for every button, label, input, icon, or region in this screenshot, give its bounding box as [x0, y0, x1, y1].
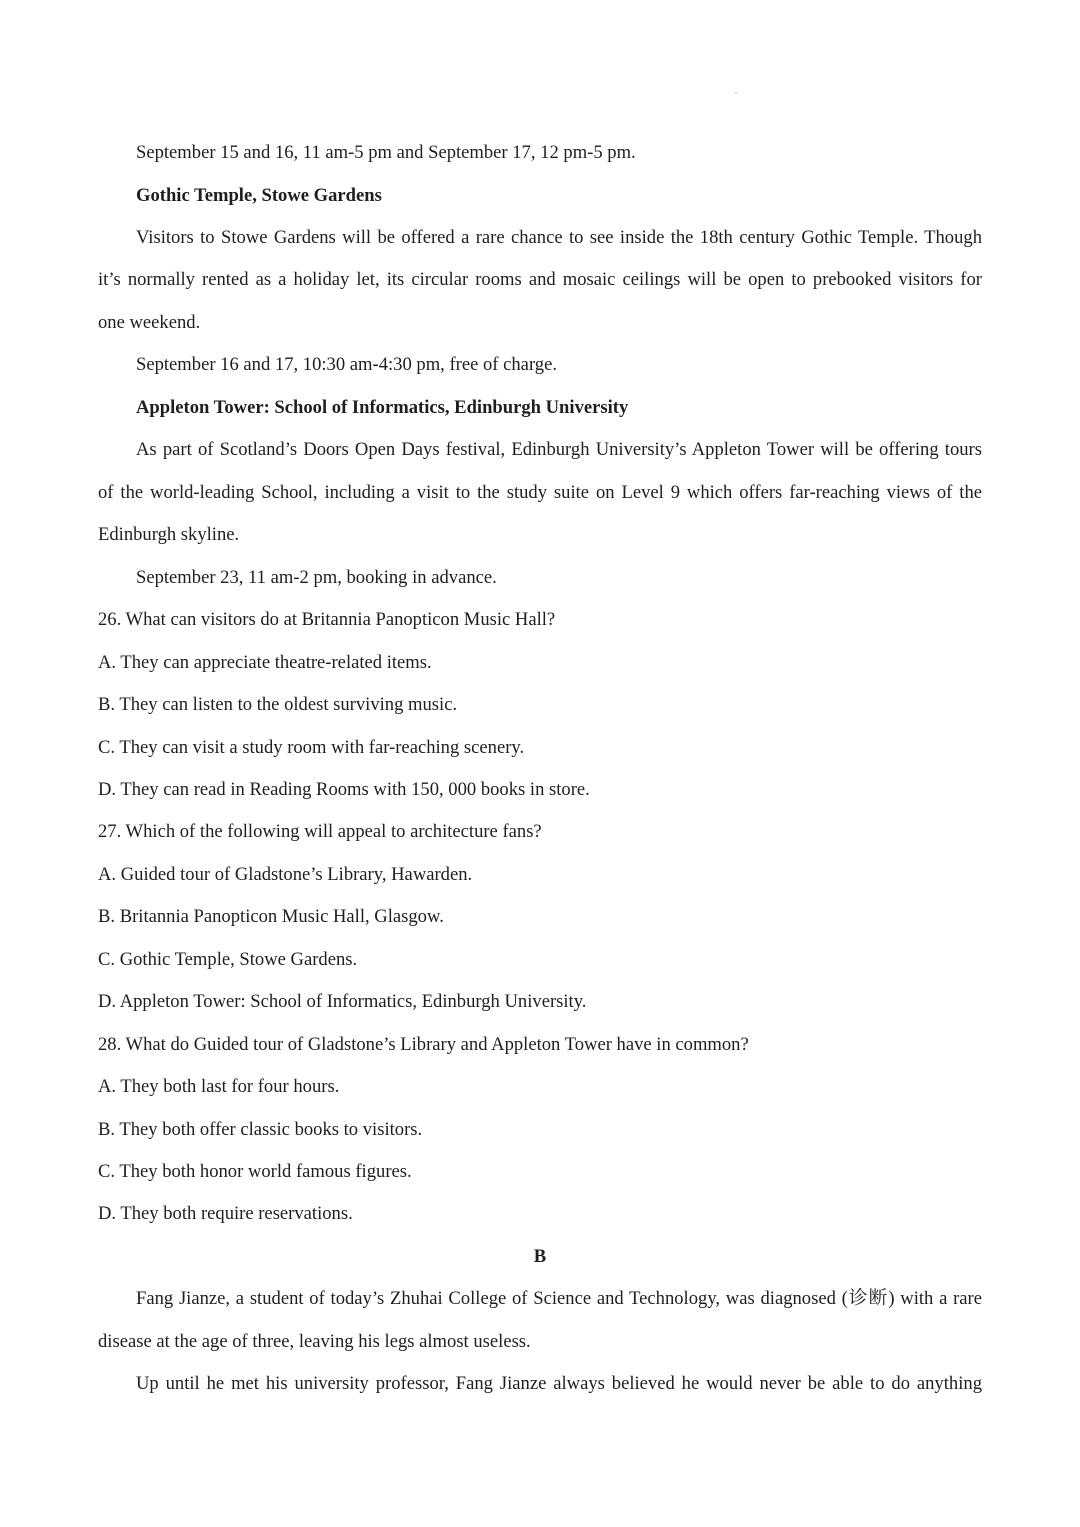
- option-line: B. They can listen to the oldest surviving music.: [98, 694, 458, 715]
- paragraph-line: of the world-leading School, including a visit to the study suite on Level 9 which offers far-reaching views of the: [98, 482, 982, 503]
- option-line: C. They both honor world famous figures.: [98, 1161, 412, 1182]
- question-28: 28. What do Guided tour of Gladstone’s Library and Appleton Tower have in common?: [98, 1034, 749, 1055]
- paragraph-line: Visitors to Stowe Gardens will be offered a rare chance to see inside the 18th century Gothic Temple. Though: [136, 227, 982, 248]
- question-26: 26. What can visitors do at Britannia Panopticon Music Hall?: [98, 609, 556, 630]
- section-heading: Appleton Tower: School of Informatics, Edinburgh University: [136, 397, 629, 418]
- option-line: D. They both require reservations.: [98, 1203, 353, 1224]
- schedule-line: September 15 and 16, 11 am-5 pm and September 17, 12 pm-5 pm.: [136, 142, 636, 163]
- option-line: D. They can read in Reading Rooms with 150, 000 books in store.: [98, 779, 590, 800]
- paragraph-line: As part of Scotland’s Doors Open Days festival, Edinburgh University’s Appleton Tower will be offering tours: [136, 439, 982, 460]
- option-line: B. Britannia Panopticon Music Hall, Glasgow.: [98, 906, 444, 927]
- passage-b-heading: B: [533, 1246, 547, 1267]
- paragraph-line: Up until he met his university professor, Fang Jianze always believed he would never be able to do anything: [136, 1373, 982, 1394]
- option-line: C. Gothic Temple, Stowe Gardens.: [98, 949, 358, 970]
- option-line: A. They can appreciate theatre-related items.: [98, 652, 432, 673]
- paragraph-line: Fang Jianze, a student of today’s Zhuhai College of Science and Technology, was diagnosed (诊断) with a rare: [136, 1288, 982, 1309]
- option-line: D. Appleton Tower: School of Informatics, Edinburgh University.: [98, 991, 587, 1012]
- option-line: B. They both offer classic books to visitors.: [98, 1119, 423, 1140]
- option-line: A. Guided tour of Gladstone’s Library, Hawarden.: [98, 864, 473, 885]
- schedule-line: September 16 and 17, 10:30 am-4:30 pm, free of charge.: [136, 354, 557, 375]
- paragraph-line: disease at the age of three, leaving his legs almost useless.: [98, 1331, 531, 1352]
- option-line: A. They both last for four hours.: [98, 1076, 340, 1097]
- schedule-line: September 23, 11 am-2 pm, booking in advance.: [136, 567, 497, 588]
- section-heading: Gothic Temple, Stowe Gardens: [136, 185, 382, 206]
- paragraph-line: Edinburgh skyline.: [98, 524, 240, 545]
- paragraph-line: one weekend.: [98, 312, 201, 333]
- scan-speck: [735, 92, 737, 94]
- question-27: 27. Which of the following will appeal to architecture fans?: [98, 821, 542, 842]
- option-line: C. They can visit a study room with far-reaching scenery.: [98, 737, 525, 758]
- paragraph-line: it’s normally rented as a holiday let, its circular rooms and mosaic ceilings will be open to prebooked visitors for: [98, 269, 982, 290]
